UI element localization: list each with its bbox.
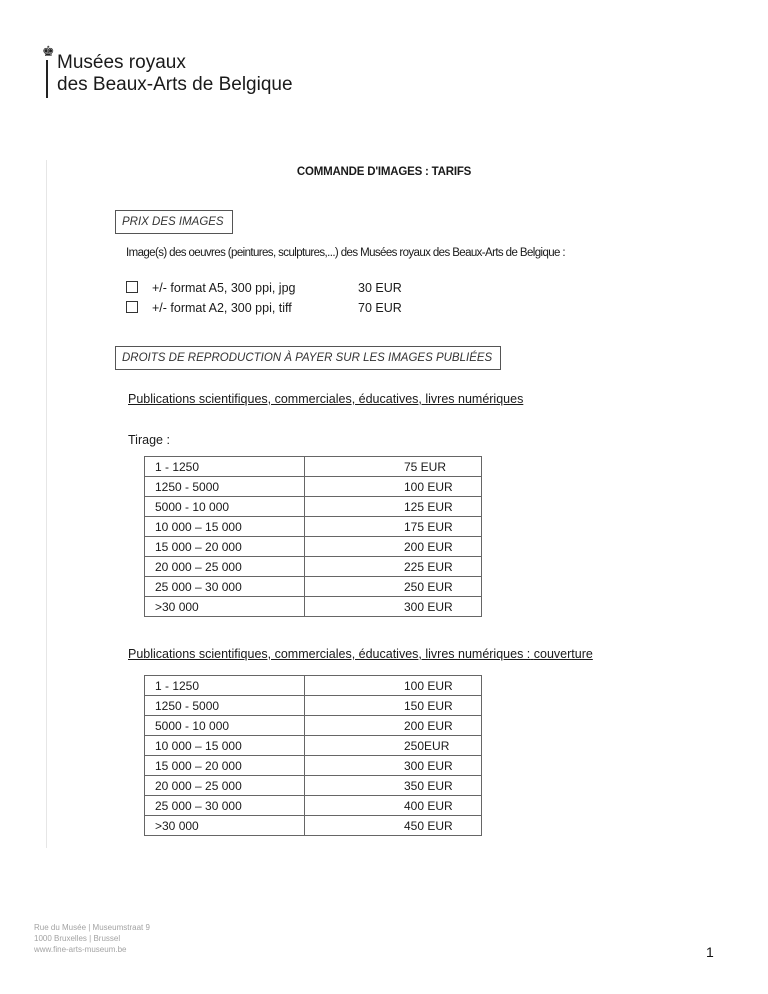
table-row	[145, 497, 482, 517]
table-row	[145, 517, 482, 537]
images-description: Image(s) des oeuvres (peintures, sculptures,...) des Musées royaux des Beaux-Arts de Belgique :	[126, 247, 566, 259]
table-row	[145, 796, 482, 816]
page-number: 1	[706, 944, 714, 960]
table-row	[145, 716, 482, 736]
option-price: 70 EUR	[358, 301, 402, 315]
tirage-price: 100 EUR	[305, 676, 482, 696]
table-row	[145, 736, 482, 756]
subsection-title-2-main: Publications scientifiques, commerciales, éducatives, livres numériques :	[128, 647, 531, 661]
section-heading-droits: DROITS DE REPRODUCTION À PAYER SUR LES IMAGES PUBLIÉES	[115, 346, 501, 370]
table-row	[145, 537, 482, 557]
tirage-range: 1 - 1250	[145, 457, 305, 477]
option-a5[interactable]	[126, 279, 296, 297]
logo-line-2: des Beaux-Arts de Belgique	[57, 74, 293, 95]
table-row	[145, 696, 482, 716]
tirage-price: 150 EUR	[305, 696, 482, 716]
tirage-range: 1 - 1250	[145, 676, 305, 696]
tirage-price: 250EUR	[305, 736, 482, 756]
tirage-range: 1250 - 5000	[145, 477, 305, 497]
tirage-price: 75 EUR	[305, 457, 482, 477]
tirage-range: 10 000 – 15 000	[145, 517, 305, 537]
option-a2[interactable]	[126, 299, 292, 317]
table-row	[145, 477, 482, 497]
tirage-range: 10 000 – 15 000	[145, 736, 305, 756]
checkbox[interactable]	[126, 281, 138, 293]
footer-address	[34, 922, 150, 955]
table-row	[145, 597, 482, 617]
logo-line-1: Musées royaux	[57, 52, 186, 73]
table-row	[145, 816, 482, 836]
section-heading-prix: PRIX DES IMAGES	[115, 210, 233, 234]
subsection-title-1: Publications scientifiques, commerciales, éducatives, livres numériques	[128, 392, 524, 406]
logo-bar	[46, 60, 48, 98]
tirage-range: 20 000 – 25 000	[145, 776, 305, 796]
tirage-price: 300 EUR	[305, 597, 482, 617]
tirage-range: 25 000 – 30 000	[145, 577, 305, 597]
table-row	[145, 776, 482, 796]
tirage-price: 125 EUR	[305, 497, 482, 517]
tirage-range: 5000 - 10 000	[145, 497, 305, 517]
tirage-price: 300 EUR	[305, 756, 482, 776]
footer-line: 1000 Bruxelles | Brussel	[34, 934, 121, 943]
tirage-price: 250 EUR	[305, 577, 482, 597]
subsection-title-2-tail: couverture	[533, 647, 593, 661]
table-row	[145, 756, 482, 776]
tirage-price: 350 EUR	[305, 776, 482, 796]
table-row	[145, 577, 482, 597]
footer-website-link[interactable]: www.fine-arts-museum.be	[34, 945, 127, 954]
tirage-price: 400 EUR	[305, 796, 482, 816]
subsection-title-2	[128, 647, 593, 661]
rates-table-2	[144, 675, 482, 836]
tirage-range: 15 000 – 20 000	[145, 756, 305, 776]
table-row	[145, 457, 482, 477]
tirage-price: 200 EUR	[305, 716, 482, 736]
rates-table-1	[144, 456, 482, 617]
table-row	[145, 676, 482, 696]
crown-icon: ♚	[42, 43, 55, 59]
tirage-range: 20 000 – 25 000	[145, 557, 305, 577]
option-label: +/- format A5, 300 ppi, jpg	[152, 281, 296, 295]
option-label: +/- format A2, 300 ppi, tiff	[152, 301, 292, 315]
tirage-range: >30 000	[145, 816, 305, 836]
tirage-range: 5000 - 10 000	[145, 716, 305, 736]
option-price: 30 EUR	[358, 281, 402, 295]
tirage-price: 175 EUR	[305, 517, 482, 537]
tirage-range: 25 000 – 30 000	[145, 796, 305, 816]
tirage-range: 15 000 – 20 000	[145, 537, 305, 557]
footer-line: Rue du Musée | Museumstraat 9	[34, 923, 150, 932]
tirage-price: 450 EUR	[305, 816, 482, 836]
page-title: COMMANDE D'IMAGES : TARIFS	[296, 166, 472, 178]
tirage-label: Tirage :	[128, 433, 170, 447]
left-margin-rule	[46, 160, 47, 848]
tirage-range: >30 000	[145, 597, 305, 617]
logo-text	[57, 52, 293, 96]
tirage-range: 1250 - 5000	[145, 696, 305, 716]
table-row	[145, 557, 482, 577]
tirage-price: 225 EUR	[305, 557, 482, 577]
checkbox[interactable]	[126, 301, 138, 313]
tirage-price: 100 EUR	[305, 477, 482, 497]
tirage-price: 200 EUR	[305, 537, 482, 557]
